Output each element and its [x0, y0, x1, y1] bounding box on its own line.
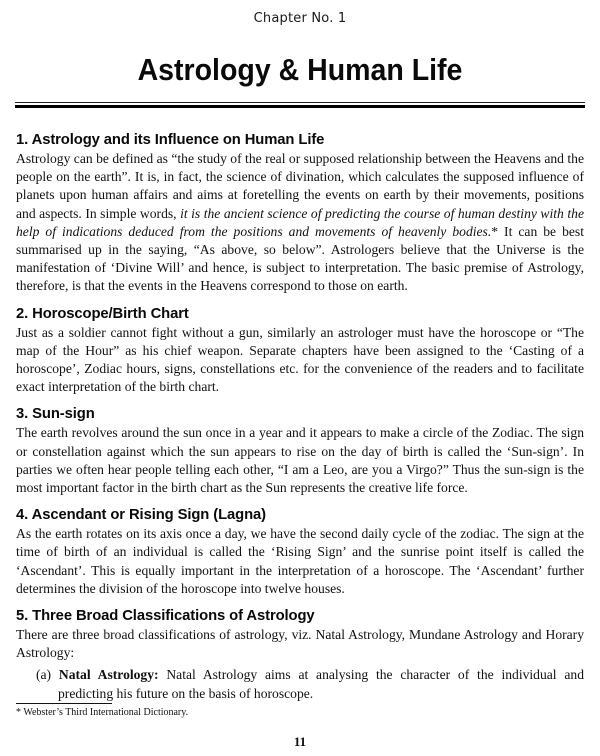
section-paragraph: The earth revolves around the sun once in a year and it appears to make a circle of the Zodiac. The sign or constellation against which the sun appears to rise on the day of birth is called the ‘Sun-sign’. In parties we often hear people telling each other, “I am a Leo, are you a Virgo?” Thus the sun-sign is the most important factor in the birth chart as the Sun represents the creative life force. [16, 425, 584, 496]
chapter-label: Chapter No. 1 [253, 11, 347, 26]
section-paragraph: Just as a soldier cannot fight without a gun, similarly an astrologer must have the horoscope or “The map of the Hour” as his chief weapon. Separate chapters have been assigned to the ‘Casting of a horoscope’, Zodiac hours, signs, constellations etc. for the convenience of the readers and to facilitate exact interpretation of the birth chart. [16, 324, 584, 395]
section-paragraph: There are three broad classifications of astrology, viz. Natal Astrology, Mundane Astrology and Horary Astrology: [16, 627, 584, 661]
footnote-marker: * [491, 223, 499, 239]
chapter-title: Astrology & Human Life [137, 52, 463, 87]
section-heading: 3. Sun-sign [16, 406, 95, 423]
list-item [36, 666, 584, 702]
title-double-rule [15, 102, 585, 108]
page-number: 11 [293, 734, 307, 749]
paragraph-text: Astrology can be defined as “the study of the real or supposed relationship between the Heavens and the people on the earth”. It is, in fact, the science of divination, which calculates the supposed influence of planets upon human affairs and aims at foretelling the events on earth by their movements, positions and aspects. In simple words, [16, 151, 584, 221]
section-paragraph [16, 150, 584, 296]
section-2 [16, 304, 584, 397]
section-heading: 5. Three Broad Classifications of Astrology [16, 608, 315, 625]
chapter-body [16, 130, 584, 711]
section-heading: 1. Astrology and its Influence on Human Life [16, 132, 325, 148]
section-1 [16, 130, 584, 296]
list-item-text: Natal Astrology aims at analysing the character of the individual and predicting his future on the basis of horoscope. [58, 667, 584, 701]
footnote: * Webster’s Third International Dictionary. [16, 707, 189, 718]
section-4 [16, 505, 584, 598]
paragraph-text: It can be best summarised up in the saying, “As above, so below”. Astrologers believe that the Universe is the manifestation of ‘Divine Will’ and hence, is subject to interpretation. The basic premise of Astrology, therefore, is that the events in the Heavens correspond to those on earth. [16, 223, 584, 294]
list-item-label: Natal Astrology: [58, 667, 159, 683]
section-heading: 2. Horoscope/Birth Chart [16, 305, 189, 322]
section-heading: 4. Ascendant or Rising Sign (Lagna) [16, 507, 266, 524]
list-marker: (a) [36, 667, 52, 683]
section-3 [16, 404, 584, 497]
footnote-divider [16, 703, 112, 704]
section-paragraph: As the earth rotates on its axis once a day, we have the second daily cycle of the zodiac. The sign at the time of birth of an individual is called the ‘Rising Sign’ and the sunrise point itself is called the ‘Ascendant’. This is equally important in the interpretation of a horoscope. The ‘Ascendant’ further determines the division of the horoscope into twelve houses. [16, 526, 584, 596]
italic-definition: it is the ancient science of predicting the course of human destiny with the help of indications deduced from the positions and movements of heavenly bodies. [16, 205, 584, 239]
section-5 [16, 606, 584, 703]
